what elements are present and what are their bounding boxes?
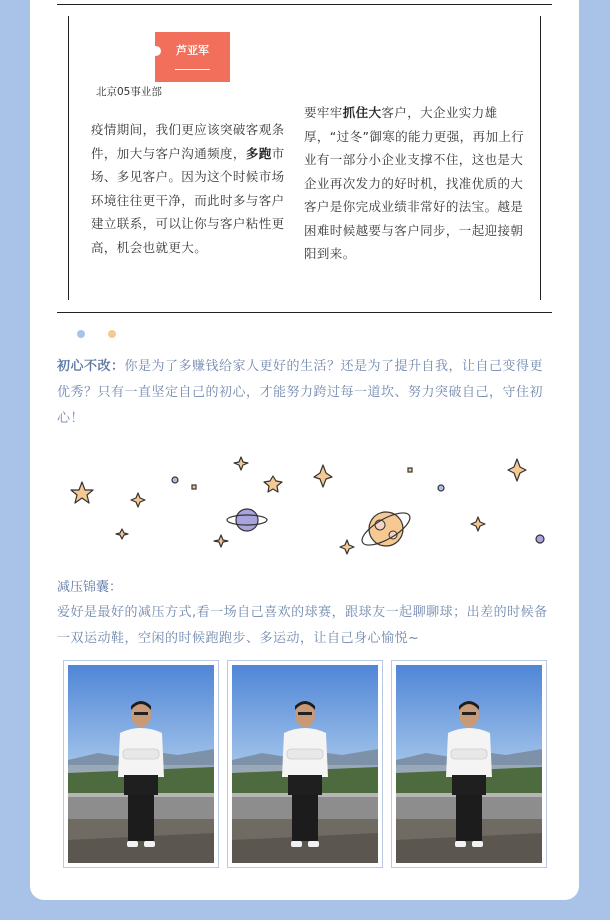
small-planet-icon — [536, 535, 544, 543]
star-icon — [234, 457, 248, 470]
profile-name: 芦亚军 — [176, 44, 209, 57]
original-heart-text: 你是为了多赚钱给家人更好的生活？还是为了提升自我，让自己变得更优秀？只有一直坚定自己的初心，才能努力跨过每一道坎、努力突破自己，守住初心！ — [57, 359, 544, 426]
quote-left-segment: 市场、多见客户。因为这个时候市场环境往往更干净，而此时多与客户建立联系，可以让你与客户粘性更高，机会也就更大。 — [91, 145, 285, 255]
small-planet-icon — [172, 477, 178, 483]
small-square-icon — [408, 468, 412, 472]
star-icon — [340, 540, 354, 554]
star-icon — [264, 476, 282, 492]
quote-right-segment: 客户，大企业实力雄厚，“过冬”御寒的能力更强，再加上行业有一部分小企业支撑不住，这也是大企业再次发力的好时机，找准优质的大客户是你完成业绩非常好的法宝。越是困难时候越要与客户同步，一起迎接朝阳到来。 — [304, 105, 525, 261]
star-icon — [71, 482, 93, 503]
star-icon — [471, 517, 485, 531]
star-icon — [508, 459, 526, 481]
original-heart-paragraph — [57, 354, 554, 432]
quote-right-column — [304, 101, 526, 266]
person-photo-icon — [68, 665, 214, 863]
original-heart-lead: 初心不改： — [57, 359, 125, 374]
divider-top — [57, 4, 552, 5]
name-tag — [155, 32, 230, 82]
photo-frame-3 — [391, 660, 547, 868]
space-doodles-illustration — [60, 445, 555, 570]
star-icon — [131, 493, 145, 507]
quote-right-segment: 抓住大 — [342, 105, 382, 120]
quote-right-segment: 要牢牢 — [304, 105, 343, 120]
stress-relief-heading: 减压锦囊： — [57, 580, 123, 595]
name-underline — [175, 69, 210, 70]
quote-border-left — [68, 16, 69, 300]
quote-left-column — [91, 118, 291, 259]
dot-blue-icon — [77, 330, 85, 338]
divider-bottom — [57, 312, 552, 313]
person-photo-icon — [232, 665, 378, 863]
quote-border-right — [540, 16, 541, 300]
department-label: 北京05事业部 — [96, 86, 162, 98]
small-planet-icon — [438, 485, 444, 491]
person-photo-icon — [396, 665, 542, 863]
purple-planet-icon — [227, 509, 267, 531]
stress-relief-paragraph: 爱好是最好的减压方式,看一场自己喜欢的球赛，跟球友一起聊聊球；出差的时候备一双运动鞋，空闲的时候跑跑步、多运动，让自己身心愉悦~ — [57, 605, 548, 646]
quote-left-segment: 多跑 — [245, 145, 272, 161]
star-icon — [116, 529, 128, 539]
star-icon — [214, 535, 228, 547]
photo-frame-1 — [63, 660, 219, 868]
orange-planet-icon — [358, 507, 415, 551]
quote-left-segment: 疫情期间，我们更应该突破客观条件，加大与客户沟通频度， — [91, 122, 285, 161]
name-tag-dot — [151, 46, 161, 56]
photo-frame-2 — [227, 660, 383, 868]
dot-orange-icon — [108, 330, 116, 338]
small-square-icon — [192, 485, 196, 489]
star-icon — [314, 465, 332, 487]
